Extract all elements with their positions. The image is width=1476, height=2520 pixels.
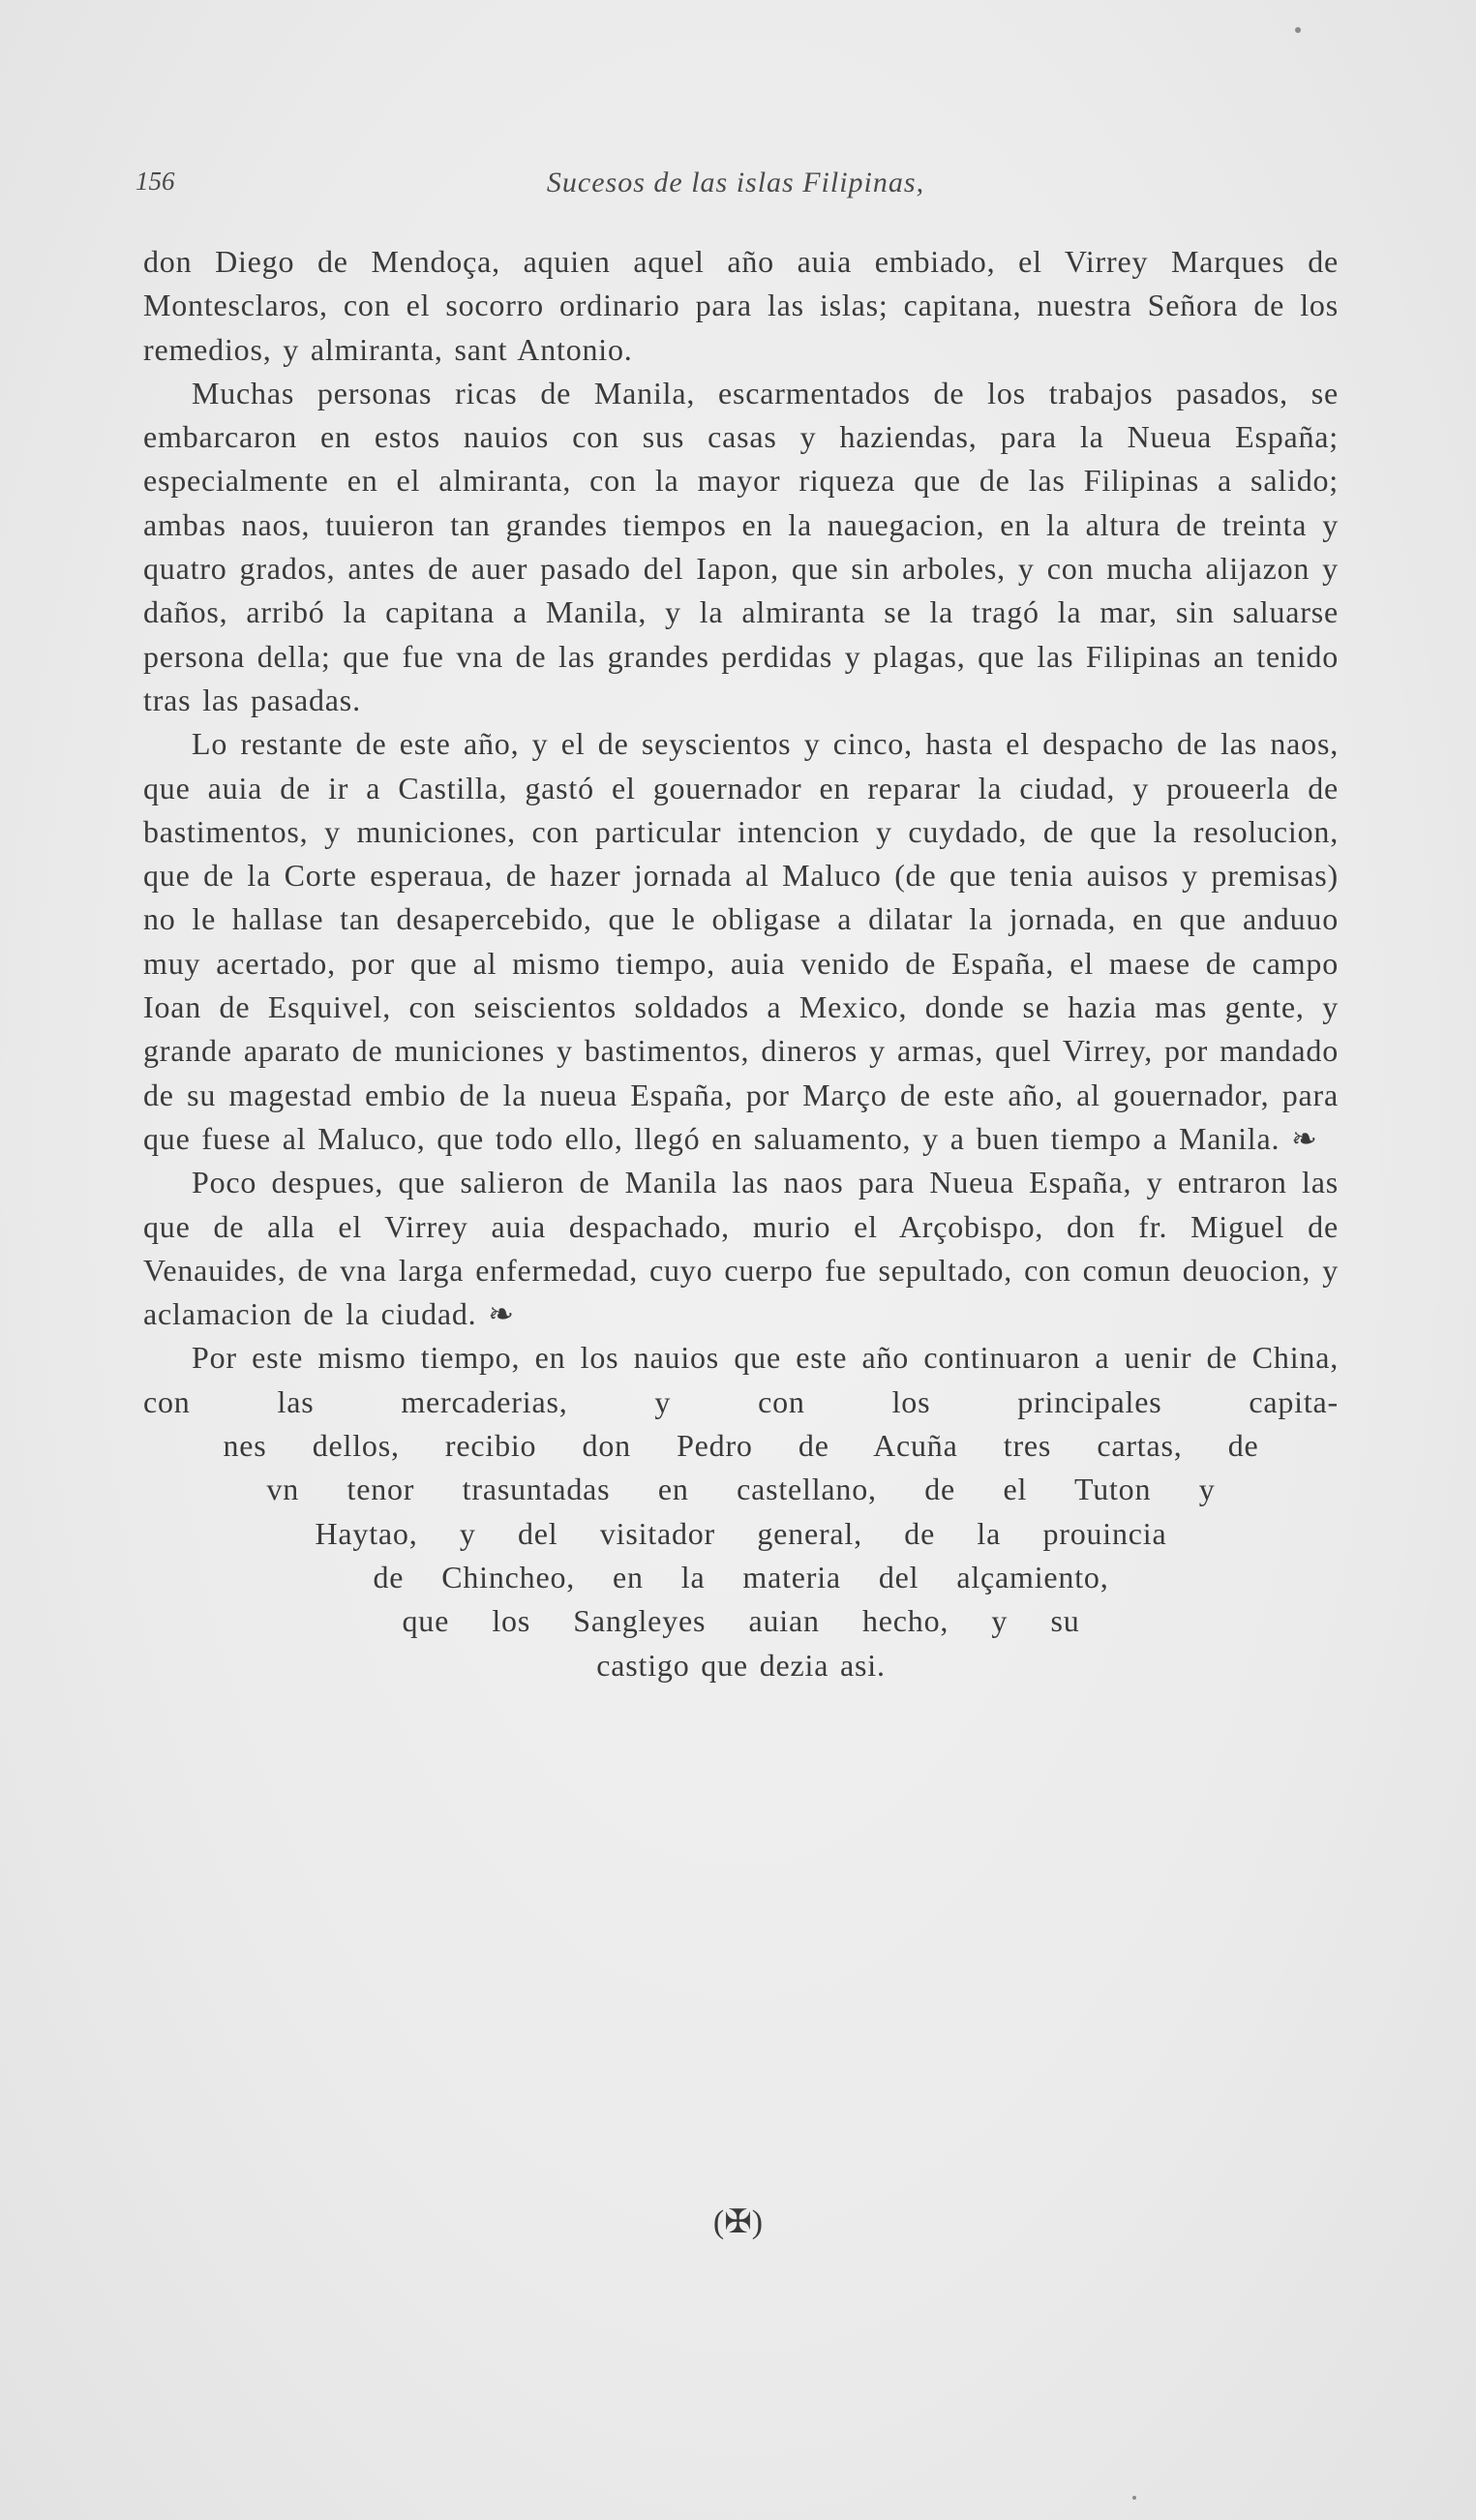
paragraph-1: don Diego de Mendoça, aquien aquel año auia embiado, el Virrey Marques de Montesclaros, con el socorro ordinario para las islas; capitana, nuestra Señora de los remedios, y almiranta, sant Antonio. [143, 244, 1339, 367]
paper-speck [1295, 27, 1301, 33]
tapered-line-4: Haytao, y del visitador general, de la prouincia [315, 1515, 1167, 1551]
body-text [143, 240, 1339, 1687]
tapered-line-7: castigo que dezia asi. [596, 1647, 886, 1683]
paragraph-4: Poco despues, que salieron de Manila las naos para Nueua España, y entraron las que de alla el Virrey auia despachado, murio el Arçobispo, don fr. Miguel de Venauides, de vna larga enfermedad, cuyo cuerpo fue sepultado, con comun deuocion, y aclamacion de la ciudad. ❧ [143, 1165, 1339, 1332]
page-header [136, 167, 1336, 205]
tapered-line-2: nes dellos, recibio don Pedro de Acuña tres cartas, de [223, 1428, 1259, 1464]
paragraph-5-tapered [143, 1336, 1339, 1686]
paper-speck [1132, 2496, 1136, 2500]
running-title: Sucesos de las islas Filipinas, [546, 167, 925, 198]
tapered-line-6: que los Sangleyes auian hecho, y su [402, 1603, 1080, 1639]
tapered-line-3: vn tenor trasuntadas en castellano, de el Tuton y [266, 1472, 1216, 1507]
tapered-line-1: Por este mismo tiempo, en los nauios que este año continuaron a uenir de China, con las mercaderias, y con los principales capita- [143, 1340, 1339, 1419]
page-number: 156 [136, 167, 175, 196]
paragraph-2: Muchas personas ricas de Manila, escarmentados de los trabajos pasados, se embarcaron en estos nauios con sus casas y haziendas, para la Nueua España; especialmente en el almiranta, con la mayor riqueza que de las Filipinas a salido; ambas naos, tuuieron tan grandes tiempos en la nauegacion, en la altura de treinta y quatro grados, antes de auer pasado del Iapon, que sin arboles, y con mucha alijazon y daños, arribó la capitana a Manila, y la almiranta se la tragó la mar, sin saluarse persona della; que fue vna de las grandes perdidas y plagas, que las Filipinas an tenido tras las pasadas. [143, 375, 1339, 717]
paragraph-3: Lo restante de este año, y el de seyscientos y cinco, hasta el despacho de las naos, que auia de ir a Castilla, gastó el gouernador en reparar la ciudad, y proueerla de bastimentos, y municiones, con particular intencion y cuydado, de que la resolucion, que de la Corte esperaua, de hazer jornada al Maluco (de que tenia auisos y premisas) no le hallase tan desapercebido, que le obligase a dilatar la jornada, en que anduuo muy acertado, por que al mismo tiempo, auia venido de España, el maese de campo Ioan de Esquivel, con seiscientos soldados a Mexico, donde se hazia mas gente, y grande aparato de municiones y bastimentos, dineros y armas, quel Virrey, por mandado de su magestad embio de la nueua España, por Março de este año, al gouernador, para que fuese al Maluco, que todo ello, llegó en saluamento, y a buen tiempo a Manila. ❧ [143, 726, 1339, 1156]
tapered-line-5: de Chincheo, en la materia del alçamiento, [373, 1559, 1109, 1594]
cross-ornament-icon: (✠) [712, 2204, 764, 2240]
